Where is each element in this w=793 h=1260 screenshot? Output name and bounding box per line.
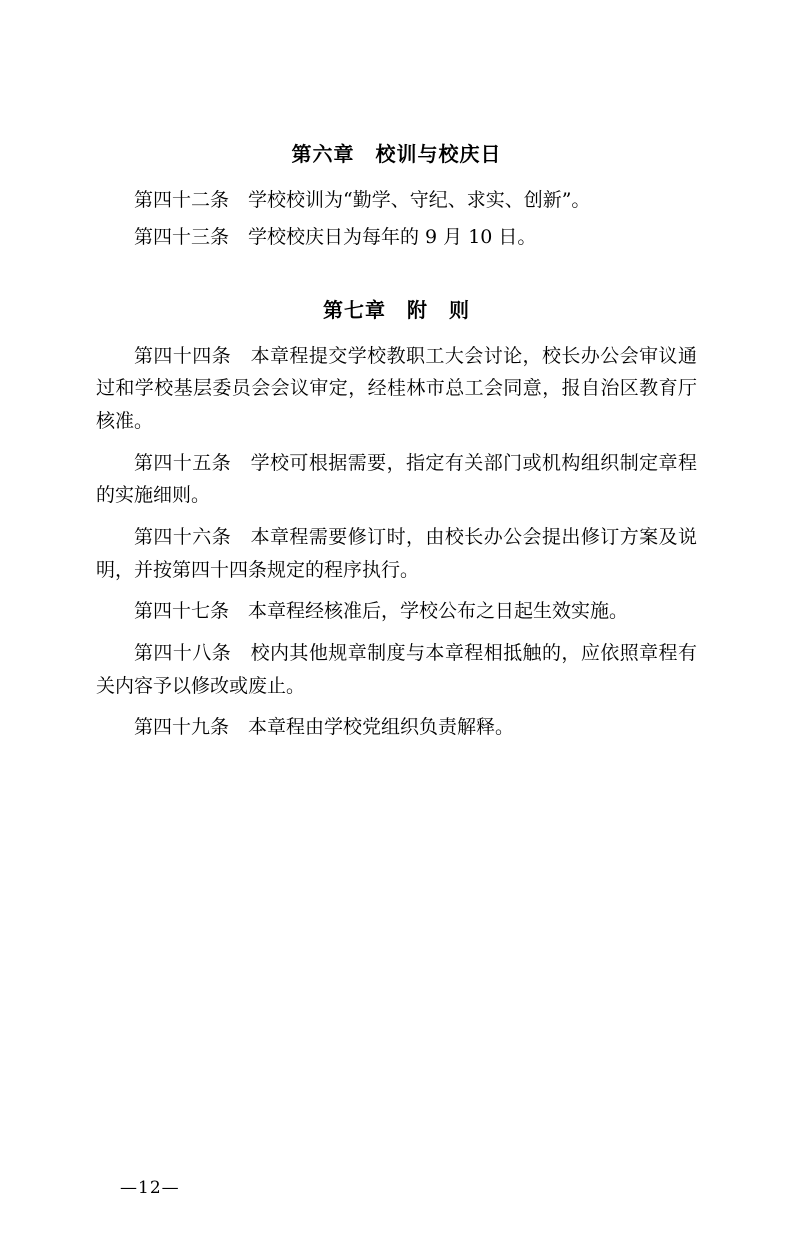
page-number: —12—: [120, 1178, 180, 1198]
article-49: 第四十九条 本章程由学校党组织负责解释。: [134, 716, 515, 739]
document-page: [0, 138, 793, 1260]
article-48: 第四十八条 校内其他规章制度与本章程相抵触的，应依照章程有关内容予以修改或废止。: [96, 641, 697, 697]
article-44: 第四十四条 本章程提交学校教职工大会讨论，校长办公会审议通过和学校基层委员会会议审定，经桂林市总工会同意，报自治区教育厅核准。: [96, 344, 697, 432]
article-43: 第四十三条 学校校庆日为每年的 9 月 10 日。: [134, 226, 537, 249]
chapter-7-heading: 第七章 附 则: [323, 297, 470, 322]
article-42: 第四十二条 学校校训为“勤学、守纪、求实、创新”。: [134, 188, 591, 211]
article-47: 第四十七条 本章程经核准后，学校公布之日起生效实施。: [134, 600, 629, 623]
chapter-7-body: [96, 340, 697, 744]
article-45: 第四十五条 学校可根据需要，指定有关部门或机构组织制定章程的实施细则。: [96, 451, 697, 507]
chapter-6-heading: 第六章 校训与校庆日: [291, 142, 502, 166]
article-46: 第四十六条 本章程需要修订时，由校长办公会提出修订方案及说明，并按第四十四条规定的程序执行。: [96, 525, 697, 581]
